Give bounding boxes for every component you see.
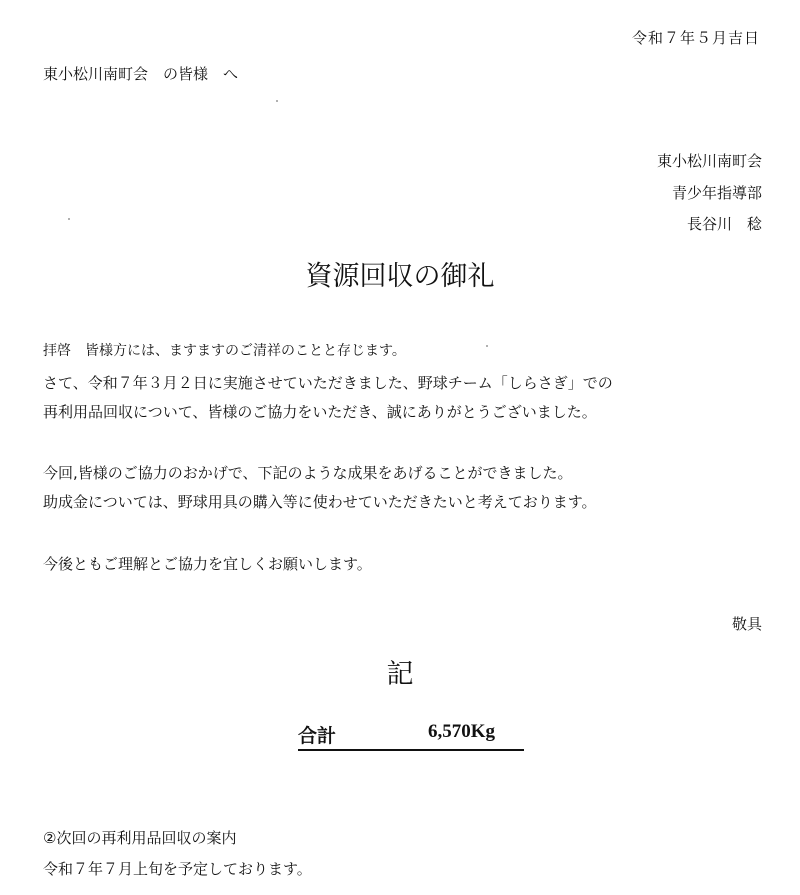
greeting-line: 拝啓 皆様方には、ますますのご清祥のことと存じます。 (43, 343, 406, 359)
ki-heading: 記 (386, 659, 414, 690)
scan-speck (68, 218, 70, 220)
sender-organization: 東小松川南町会 (656, 152, 762, 170)
recipient: 東小松川南町会 の皆様 へ (43, 65, 239, 83)
scan-speck (486, 345, 488, 347)
total-label: 合計 (298, 726, 337, 747)
document-date: 令和７年５月吉日 (631, 29, 760, 47)
body-line-3: 今回,皆様のご協力のおかげで、下記のような成果をあげることができました。 (43, 464, 573, 482)
sender-department: 青少年指導部 (671, 184, 762, 202)
next-collection-heading: ②次回の再利用品回収の案内 (43, 829, 237, 847)
body-line-2: 再利用品回収について、皆様のご協力をいただき、誠にありがとうございました。 (43, 403, 597, 421)
total-value: 6,570Kg (428, 721, 496, 742)
total-line (298, 721, 524, 751)
page-title: 資源回収の御礼 (305, 261, 495, 292)
scan-speck (276, 100, 278, 102)
sender-name: 長谷川 稔 (686, 215, 762, 233)
body-line-4: 助成金については、野球用具の購入等に使わせていただきたいと考えております。 (43, 493, 597, 511)
closing-remark: 敬具 (731, 615, 762, 633)
body-line-1: さて、令和７年３月２日に実施させていただきました、野球チーム「しらさぎ」での (43, 374, 613, 392)
next-collection-schedule: 令和７年７月上旬を予定しております。 (43, 860, 312, 878)
body-line-5: 今後ともご理解とご協力を宜しくお願いします。 (43, 555, 372, 573)
